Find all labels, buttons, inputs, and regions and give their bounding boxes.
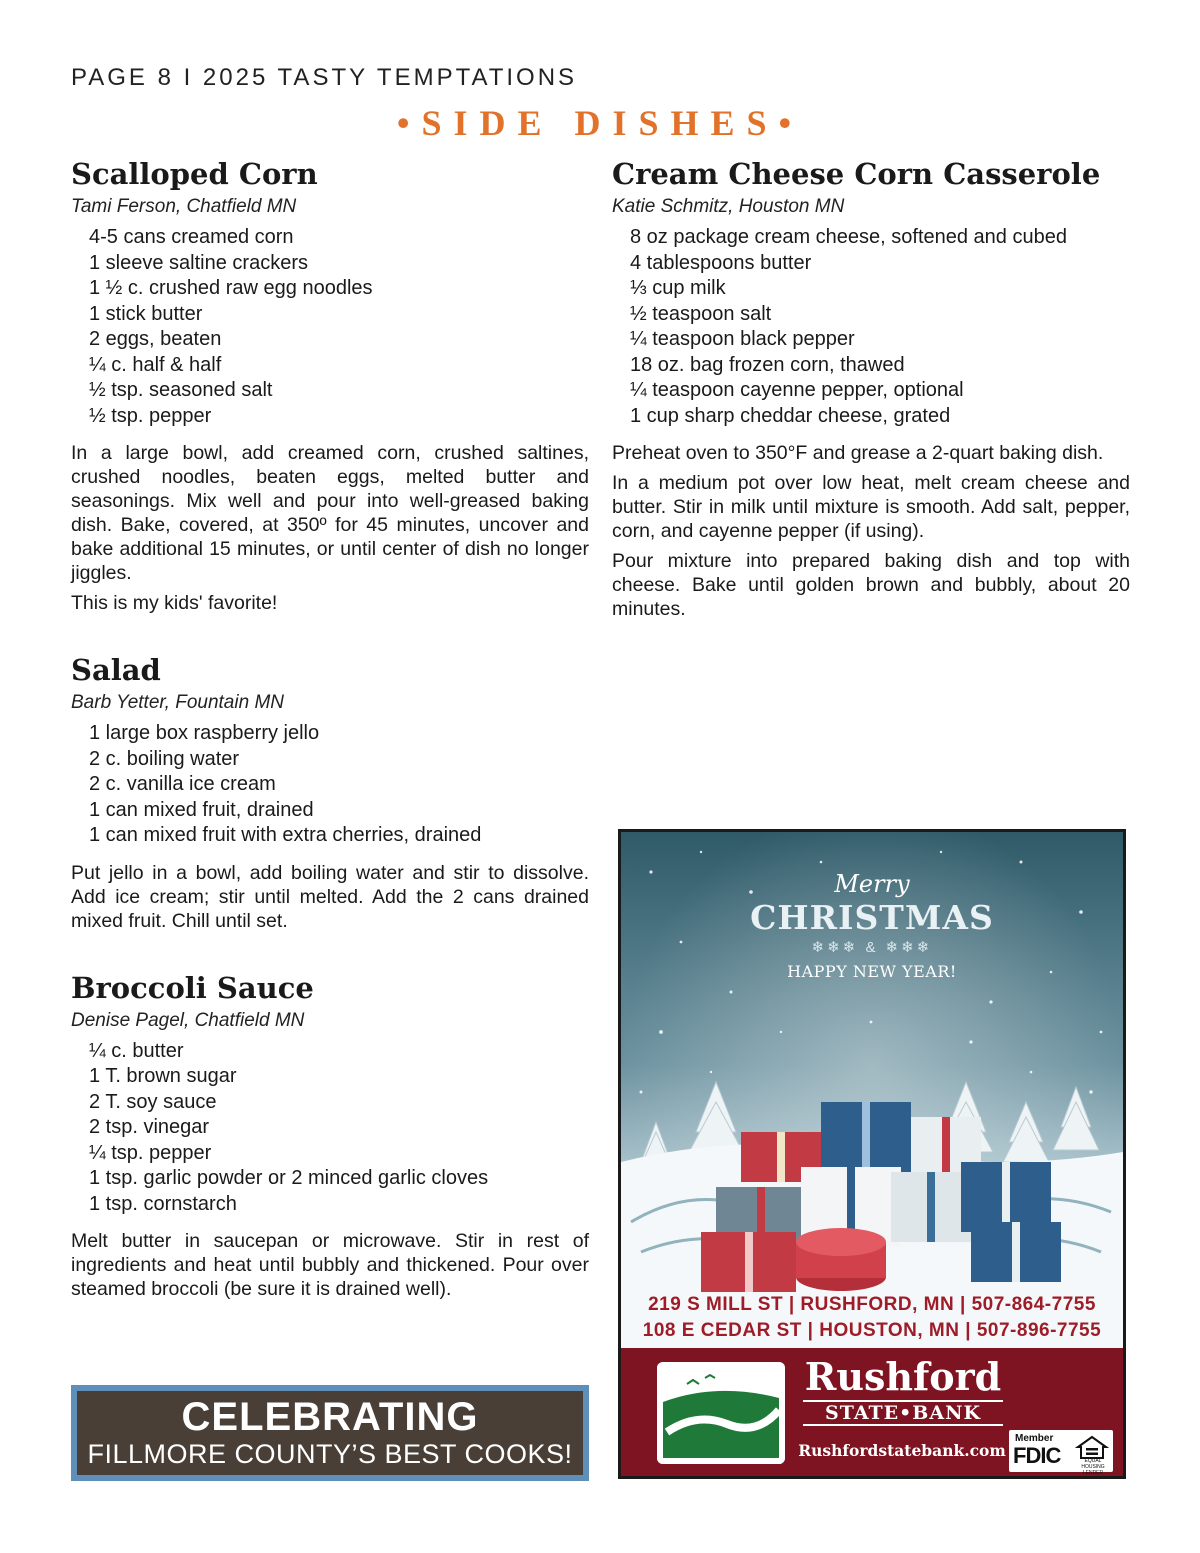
snowflake-row: ❄❄❄ & ❄❄❄	[811, 939, 933, 956]
left-column	[71, 155, 589, 1337]
recipe	[71, 155, 589, 615]
recipe	[71, 969, 589, 1302]
ingredient-item: ⅓ cup milk	[630, 277, 726, 299]
ingredient-item: ¼ c. butter	[89, 1039, 184, 1062]
ingredient-item: 1 stick butter	[89, 302, 203, 325]
recipe-directions	[71, 861, 589, 933]
fdic-member-label: Member	[1015, 1433, 1054, 1444]
running-head: PAGE 8 I 2025 TASTY TEMPTATIONS	[71, 64, 578, 91]
bank-subtitle: STATE•BANK	[803, 1400, 1003, 1426]
direction-paragraph: Put jello in a bowl, add boiling water and stir to dissolve. Add ice cream; stir until melted. Add the 2 cans drained mixed fruit. Chill until set.	[71, 861, 589, 932]
ingredient-item: 2 tsp. vinegar	[89, 1116, 210, 1138]
ingredient-item: 2 eggs, beaten	[89, 328, 222, 350]
ingredient-item: 2 c. vanilla ice cream	[89, 773, 276, 795]
section-title: •SIDE DISHES•	[396, 103, 804, 143]
fdic-badge	[1009, 1430, 1113, 1476]
direction-paragraph: In a medium pot over low heat, melt cream cheese and butter. Stir in milk until mixture is smooth. Add salt, pepper, corn, and cayenne pepper (if using).	[612, 472, 1130, 542]
direction-paragraph: In a large bowl, add creamed corn, crushed saltines, crushed noodles, beaten eggs, melted butter and seasonings. Mix well and pour into well-greased baking dish. Bake, covered, at 350º for 45 minutes, uncover and bake additional 15 minutes, or until center of dish no longer jiggles.	[71, 442, 589, 584]
ingredient-item: ¼ tsp. pepper	[89, 1141, 212, 1164]
recipe	[612, 155, 1130, 621]
ingredient-item: 1 large box raspberry jello	[89, 722, 320, 744]
address-houston: 108 E CEDAR ST | HOUSTON, MN | 507-896-7755	[642, 1320, 1102, 1341]
ingredient-list	[71, 1039, 589, 1218]
ingredient-item: 2 T. soy sauce	[89, 1090, 217, 1113]
ingredient-item: 1 sleeve saltine crackers	[89, 251, 308, 274]
ingredient-item: 2 c. boiling water	[89, 747, 240, 770]
ingredient-item: 18 oz. bag frozen corn, thawed	[630, 353, 905, 376]
recipe-directions	[612, 441, 1130, 621]
ingredient-item: 1 tsp. garlic powder or 2 minced garlic cloves	[89, 1167, 489, 1189]
ingredient-item: ½ teaspoon salt	[630, 302, 772, 325]
recipe-directions	[71, 1229, 589, 1301]
recipe-title: Broccoli Sauce	[71, 970, 314, 1005]
ingredient-item: 1 ½ c. crushed raw egg noodles	[89, 277, 373, 299]
merry-text: Merry	[834, 870, 910, 898]
ingredient-item: 1 can mixed fruit, drained	[89, 798, 314, 821]
ingredient-item: ½ tsp. pepper	[89, 404, 212, 427]
recipe-author: Katie Schmitz, Houston MN	[612, 196, 845, 217]
ingredient-item: 4-5 cans creamed corn	[89, 226, 294, 248]
direction-paragraph: Pour mixture into prepared baking dish and top with cheese. Bake until golden brown and bubbly, about 20 minutes.	[612, 550, 1130, 620]
recipe-title: Scalloped Corn	[71, 157, 318, 191]
ingredient-item: ¼ c. half & half	[89, 353, 222, 376]
recipe-author: Denise Pagel, Chatfield MN	[71, 1009, 305, 1031]
recipe-author: Tami Ferson, Chatfield MN	[71, 196, 297, 217]
banner-line1: CELEBRATING	[181, 1395, 479, 1439]
fdic-label: FDIC	[1013, 1443, 1061, 1468]
happy-new-year-text: HAPPY NEW YEAR!	[787, 962, 957, 981]
ingredient-list	[612, 225, 1130, 429]
address-rushford: 219 S MILL ST | RUSHFORD, MN | 507-864-7755	[648, 1294, 1096, 1315]
ingredient-list	[71, 721, 589, 849]
direction-paragraph: Melt butter in saucepan or microwave. Stir in rest of ingredients and heat until bubbly and thickened. Pour over steamed broccoli (be sure it is drained well).	[71, 1230, 589, 1300]
right-column	[612, 155, 1130, 657]
bank-logo-icon	[657, 1362, 785, 1464]
celebrating-banner	[71, 1385, 589, 1481]
river-valley-icon	[657, 1362, 785, 1464]
bank-footer	[621, 1348, 1123, 1479]
ingredient-item: 1 cup sharp cheddar cheese, grated	[630, 404, 951, 427]
recipe-title: Salad	[71, 653, 161, 687]
recipe-author: Barb Yetter, Fountain MN	[71, 692, 284, 713]
christmas-text: CHRISTMAS	[750, 898, 994, 937]
ingredient-list	[71, 225, 589, 429]
bank-advertisement	[618, 829, 1126, 1479]
ingredient-item: 1 T. brown sugar	[89, 1065, 237, 1087]
bank-name: Rushford	[804, 1354, 1002, 1399]
direction-paragraph: Preheat oven to 350°F and grease a 2-quart baking dish.	[612, 442, 1104, 464]
ingredient-item: ¼ teaspoon cayenne pepper, optional	[630, 379, 964, 401]
ingredient-item: 8 oz package cream cheese, softened and cubed	[630, 226, 1067, 248]
banner-line2: FILLMORE COUNTY’S BEST COOKS!	[87, 1439, 573, 1469]
ingredient-item: 4 tablespoons butter	[630, 251, 812, 274]
ingredient-item: 1 can mixed fruit with extra cherries, drained	[89, 824, 482, 846]
bank-website[interactable]: Rushfordstatebank.com	[798, 1441, 1006, 1460]
ingredient-item: ½ tsp. seasoned salt	[89, 379, 273, 401]
equal-housing-label: EQUAL HOUSING LENDER	[1081, 1458, 1105, 1476]
ingredient-item: ¼ teaspoon black pepper	[630, 328, 855, 350]
recipe-directions	[71, 441, 589, 615]
recipe	[71, 651, 589, 933]
direction-paragraph: This is my kids' favorite!	[71, 592, 278, 614]
recipe-title: Cream Cheese Corn Casserole	[612, 157, 1101, 191]
ingredient-item: 1 tsp. cornstarch	[89, 1192, 237, 1215]
